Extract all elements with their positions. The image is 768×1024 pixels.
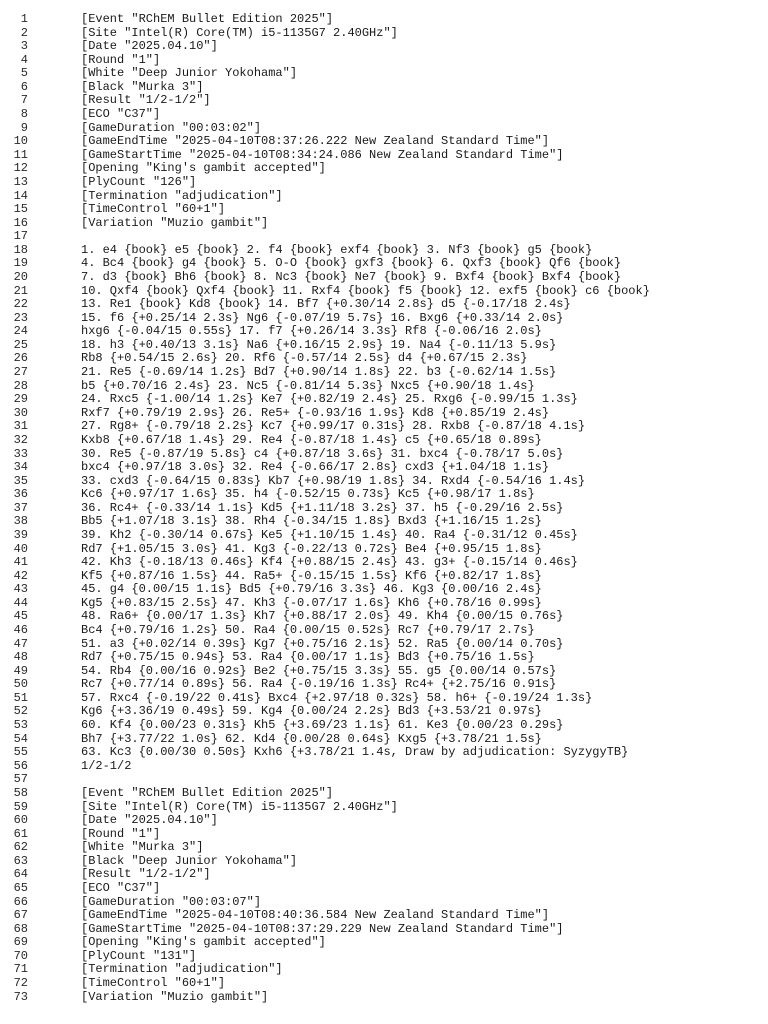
line-number: 62 — [13, 840, 28, 855]
line-number: 20 — [13, 269, 28, 284]
line-number: 33 — [13, 446, 28, 461]
line-number: 46 — [13, 623, 28, 638]
line-text: Rxf7 {+0.79/19 2.9s} 26. Re5+ {-0.93/16 1.9s} Kd8 {+0.85/19 2.4s} — [81, 405, 550, 420]
document-line — [0, 665, 768, 679]
document-line — [0, 597, 768, 611]
line-text: [Variation "Muzio gambit"] — [81, 989, 269, 1004]
document-line — [0, 475, 768, 489]
document-line — [0, 176, 768, 190]
document-line — [0, 285, 768, 299]
document-line — [0, 638, 768, 652]
line-text: 24. Rxc5 {-1.00/14 1.2s} Ke7 {+0.82/19 2.4s} 25. Rxg6 {-0.99/15 1.3s} — [81, 392, 578, 407]
line-number: 72 — [13, 976, 28, 991]
document-line — [0, 67, 768, 81]
document-line — [0, 515, 768, 529]
line-text: [Termination "adjudication"] — [81, 962, 283, 977]
document-line — [0, 814, 768, 828]
document-line — [0, 760, 768, 774]
line-text: 36. Rc4+ {-0.33/14 1.1s} Kd5 {+1.11/18 3.2s} 37. h5 {-0.29/16 2.5s} — [81, 500, 564, 515]
document-line — [0, 543, 768, 557]
line-text: 27. Rg8+ {-0.79/18 2.2s} Kc7 {+0.99/17 0.31s} 28. Rxb8 {-0.87/18 4.1s} — [81, 419, 586, 434]
line-text: [Event "RChEM Bullet Edition 2025"] — [81, 785, 334, 800]
line-text: bxc4 {+0.97/18 3.0s} 32. Re4 {-0.66/17 2.8s} cxd3 {+1.04/18 1.1s} — [81, 460, 550, 475]
line-number: 55 — [13, 745, 28, 760]
line-number: 18 — [13, 242, 28, 257]
line-number: 7 — [20, 93, 28, 108]
line-text: [PlyCount "131"] — [81, 948, 197, 963]
document-line — [0, 950, 768, 964]
line-text: [TimeControl "60+1"] — [81, 976, 226, 991]
line-number: 19 — [13, 256, 28, 271]
line-text: 7. d3 {book} Bh6 {book} 8. Nc3 {book} Ne7 {book} 9. Bxf4 {book} Bxf4 {book} — [81, 269, 622, 284]
document-line — [0, 882, 768, 896]
document-line — [0, 692, 768, 706]
line-text: Rd7 {+1.05/15 3.0s} 41. Kg3 {-0.22/13 0.72s} Be4 {+0.95/15 1.8s} — [81, 541, 542, 556]
document-line — [0, 787, 768, 801]
line-text: [Result "1/2-1/2"] — [81, 867, 211, 882]
line-number: 11 — [13, 147, 28, 162]
line-number: 41 — [13, 555, 28, 570]
document-line — [0, 407, 768, 421]
line-number: 12 — [13, 161, 28, 176]
line-text: 13. Re1 {book} Kd8 {book} 14. Bf7 {+0.30/14 2.8s} d5 {-0.17/18 2.4s} — [81, 297, 571, 312]
line-text: [GameEndTime "2025-04-10T08:37:26.222 New Zealand Standard Time"] — [81, 134, 550, 149]
line-text: [Site "Intel(R) Core(TM) i5-1135G7 2.40GHz"] — [81, 25, 398, 40]
line-text: 63. Kc3 {0.00/30 0.50s} Kxh6 {+3.78/21 1.4s, Draw by adjudication: SyzygyTB} — [81, 745, 629, 760]
line-text: 10. Qxf4 {book} Qxf4 {book} 11. Rxf4 {book} f5 {book} 12. exf5 {book} c6 {book} — [81, 283, 650, 298]
document-line — [0, 502, 768, 516]
line-text: [Event "RChEM Bullet Edition 2025"] — [81, 12, 334, 26]
line-number: 32 — [13, 432, 28, 447]
line-number: 52 — [13, 704, 28, 719]
line-text: [Black "Murka 3"] — [81, 79, 204, 94]
line-number: 28 — [13, 378, 28, 393]
line-number: 13 — [13, 174, 28, 189]
line-text: 57. Rxc4 {-0.19/22 0.41s} Bxc4 {+2.97/18 0.32s} 58. h6+ {-0.19/24 1.3s} — [81, 690, 593, 705]
line-number: 29 — [13, 392, 28, 407]
line-text: [Termination "adjudication"] — [81, 188, 283, 203]
document-line — [0, 610, 768, 624]
document-line — [0, 27, 768, 41]
line-number: 2 — [20, 25, 28, 40]
line-text: 42. Kh3 {-0.18/13 0.46s} Kf4 {+0.88/15 2.4s} 43. g3+ {-0.15/14 0.46s} — [81, 555, 578, 570]
line-text: Kg6 {+3.36/19 0.49s} 59. Kg4 {0.00/24 2.2s} Bd3 {+3.53/21 0.97s} — [81, 704, 542, 719]
document-line — [0, 963, 768, 977]
document-line — [0, 13, 768, 27]
line-number: 47 — [13, 636, 28, 651]
line-number: 44 — [13, 595, 28, 610]
line-number: 35 — [13, 473, 28, 488]
line-text: Rc7 {+0.77/14 0.89s} 56. Ra4 {-0.19/16 1.3s} Rc4+ {+2.75/16 0.91s} — [81, 677, 557, 692]
document-line — [0, 570, 768, 584]
line-text: [TimeControl "60+1"] — [81, 202, 226, 217]
line-text: 18. h3 {+0.40/13 3.1s} Na6 {+0.16/15 2.9s} 19. Na4 {-0.11/13 5.9s} — [81, 337, 557, 352]
line-number: 26 — [13, 351, 28, 366]
line-text: [Round "1"] — [81, 826, 161, 841]
line-text: 39. Kh2 {-0.30/14 0.67s} Ke5 {+1.10/15 1.4s} 40. Ra4 {-0.31/12 0.45s} — [81, 527, 578, 542]
line-text: 15. f6 {+0.25/14 2.3s} Ng6 {-0.07/19 5.7s} 16. Bxg6 {+0.33/14 2.0s} — [81, 310, 564, 325]
line-text: Rb8 {+0.54/15 2.6s} 20. Rf6 {-0.57/14 2.5s} d4 {+0.67/15 2.3s} — [81, 351, 528, 366]
document-line — [0, 841, 768, 855]
document-line — [0, 529, 768, 543]
document-line — [0, 746, 768, 760]
document-line — [0, 393, 768, 407]
line-number: 65 — [13, 881, 28, 895]
document-line — [0, 651, 768, 665]
document-line — [0, 828, 768, 842]
line-text: b5 {+0.70/16 2.4s} 23. Nc5 {-0.81/14 5.3s} Nxc5 {+0.90/18 1.4s} — [81, 378, 535, 393]
line-number: 34 — [13, 460, 28, 475]
line-text: [Opening "King's gambit accepted"] — [81, 161, 326, 176]
document-line — [0, 434, 768, 448]
document-line — [0, 855, 768, 869]
line-text: 48. Ra6+ {0.00/17 1.3s} Kh7 {+0.88/17 2.0s} 49. Kh4 {0.00/15 0.76s} — [81, 609, 564, 624]
line-text: 4. Bc4 {book} g4 {book} 5. O-O {book} gxf3 {book} 6. Qxf3 {book} Qf6 {book} — [81, 256, 622, 271]
line-text: [Result "1/2-1/2"] — [81, 93, 211, 108]
document-line — [0, 461, 768, 475]
line-text: hxg6 {-0.04/15 0.55s} 17. f7 {+0.26/14 3.3s} Rf8 {-0.06/16 2.0s} — [81, 324, 542, 339]
document-line — [0, 203, 768, 217]
line-number: 25 — [13, 337, 28, 352]
line-number: 9 — [20, 120, 28, 135]
line-number: 51 — [13, 690, 28, 705]
line-number: 56 — [13, 758, 28, 773]
document-line — [0, 773, 768, 787]
line-text: [GameEndTime "2025-04-10T08:40:36.584 New Zealand Standard Time"] — [81, 908, 550, 923]
line-text: Bb5 {+1.07/18 3.1s} 38. Rh4 {-0.34/15 1.8s} Bxd3 {+1.16/15 1.2s} — [81, 514, 542, 529]
line-number: 21 — [13, 283, 28, 298]
document-line — [0, 923, 768, 937]
line-number: 22 — [13, 297, 28, 312]
document-line — [0, 217, 768, 231]
line-number: 36 — [13, 487, 28, 502]
document-line — [0, 909, 768, 923]
line-number: 6 — [20, 79, 28, 94]
document-line — [0, 678, 768, 692]
line-number: 66 — [13, 894, 28, 909]
line-number: 16 — [13, 215, 28, 230]
document-line — [0, 135, 768, 149]
line-text: Rd7 {+0.75/15 0.94s} 53. Ra4 {0.00/17 1.1s} Bd3 {+0.75/16 1.5s} — [81, 650, 535, 665]
document-line — [0, 705, 768, 719]
document-line — [0, 868, 768, 882]
line-number: 15 — [13, 202, 28, 217]
document-line — [0, 94, 768, 108]
line-number: 54 — [13, 731, 28, 746]
document-line — [0, 936, 768, 950]
line-text: [ECO "C37"] — [81, 881, 161, 895]
document-line — [0, 298, 768, 312]
line-number: 39 — [13, 527, 28, 542]
line-text: Kc6 {+0.97/17 1.6s} 35. h4 {-0.52/15 0.73s} Kc5 {+0.98/17 1.8s} — [81, 487, 535, 502]
line-number: 49 — [13, 663, 28, 678]
document-line — [0, 122, 768, 136]
line-number: 58 — [13, 785, 28, 800]
line-text: 1. e4 {book} e5 {book} 2. f4 {book} exf4 {book} 3. Nf3 {book} g5 {book} — [81, 242, 593, 257]
document-line — [0, 325, 768, 339]
line-number: 42 — [13, 568, 28, 583]
line-number: 37 — [13, 500, 28, 515]
line-number: 10 — [13, 134, 28, 149]
line-number: 14 — [13, 188, 28, 203]
document-line — [0, 230, 768, 244]
line-text: [Round "1"] — [81, 52, 161, 67]
line-text: [Opening "King's gambit accepted"] — [81, 935, 326, 950]
line-number: 1 — [20, 12, 28, 26]
line-number: 45 — [13, 609, 28, 624]
document-line — [0, 583, 768, 597]
line-number: 67 — [13, 908, 28, 923]
document-line — [0, 991, 768, 1005]
document-line — [0, 977, 768, 991]
document-line — [0, 149, 768, 163]
document-line — [0, 896, 768, 910]
line-text: [GameStartTime "2025-04-10T08:37:29.229 New Zealand Standard Time"] — [81, 921, 564, 936]
line-number: 61 — [13, 826, 28, 841]
line-text: Bc4 {+0.79/16 1.2s} 50. Ra4 {0.00/15 0.52s} Rc7 {+0.79/17 2.7s} — [81, 623, 535, 638]
line-number: 71 — [13, 962, 28, 977]
document-line — [0, 624, 768, 638]
line-number: 31 — [13, 419, 28, 434]
line-number: 4 — [20, 52, 28, 67]
document-line — [0, 271, 768, 285]
document-line — [0, 352, 768, 366]
line-number: 70 — [13, 948, 28, 963]
line-text: 60. Kf4 {0.00/23 0.31s} Kh5 {+3.69/23 1.1s} 61. Ke3 {0.00/23 0.29s} — [81, 718, 564, 733]
line-number: 68 — [13, 921, 28, 936]
document-line — [0, 312, 768, 326]
line-text: 30. Re5 {-0.87/19 5.8s} c4 {+0.87/18 3.6s} 31. bxc4 {-0.78/17 5.0s} — [81, 446, 564, 461]
line-text: [PlyCount "126"] — [81, 174, 197, 189]
line-text: Kf5 {+0.87/16 1.5s} 44. Ra5+ {-0.15/15 1.5s} Kf6 {+0.82/17 1.8s} — [81, 568, 542, 583]
line-text: Kg5 {+0.83/15 2.5s} 47. Kh3 {-0.07/17 1.6s} Kh6 {+0.78/16 0.99s} — [81, 595, 542, 610]
document-line — [0, 339, 768, 353]
line-number: 48 — [13, 650, 28, 665]
document-line — [0, 40, 768, 54]
line-text: [GameStartTime "2025-04-10T08:34:24.086 New Zealand Standard Time"] — [81, 147, 564, 162]
line-text: 1/2-1/2 — [81, 758, 132, 773]
line-number: 38 — [13, 514, 28, 529]
document-line — [0, 162, 768, 176]
document-line — [0, 366, 768, 380]
line-number: 24 — [13, 324, 28, 339]
document-line — [0, 190, 768, 204]
pgn-text-document — [0, 13, 768, 1004]
document-line — [0, 81, 768, 95]
line-number: 50 — [13, 677, 28, 692]
line-number: 40 — [13, 541, 28, 556]
line-text: [ECO "C37"] — [81, 107, 161, 122]
line-text: Kxb8 {+0.67/18 1.4s} 29. Re4 {-0.87/18 1.4s} c5 {+0.65/18 0.89s} — [81, 432, 542, 447]
document-line — [0, 488, 768, 502]
document-line — [0, 257, 768, 271]
line-number: 23 — [13, 310, 28, 325]
document-line — [0, 108, 768, 122]
line-number: 30 — [13, 405, 28, 420]
line-text: [Date "2025.04.10"] — [81, 813, 218, 828]
document-line — [0, 719, 768, 733]
line-text: [Date "2025.04.10"] — [81, 39, 218, 54]
line-number: 64 — [13, 867, 28, 882]
line-number: 73 — [13, 989, 28, 1004]
line-text: [White "Deep Junior Yokohama"] — [81, 66, 298, 81]
line-number: 57 — [13, 772, 28, 787]
document-line — [0, 801, 768, 815]
line-number: 5 — [20, 66, 28, 81]
document-line — [0, 420, 768, 434]
line-text: [Black "Deep Junior Yokohama"] — [81, 853, 298, 868]
line-text: [White "Murka 3"] — [81, 840, 204, 855]
line-text: 51. a3 {+0.02/14 0.39s} Kg7 {+0.75/16 2.1s} 52. Ra5 {0.00/14 0.70s} — [81, 636, 564, 651]
line-number: 69 — [13, 935, 28, 950]
line-text: 45. g4 {0.00/15 1.1s} Bd5 {+0.79/16 3.3s} 46. Kg3 {0.00/16 2.4s} — [81, 582, 542, 597]
line-text: [GameDuration "00:03:07"] — [81, 894, 262, 909]
line-text: [Site "Intel(R) Core(TM) i5-1135G7 2.40GHz"] — [81, 799, 398, 814]
line-number: 3 — [20, 39, 28, 54]
document-line — [0, 380, 768, 394]
document-line — [0, 733, 768, 747]
line-number: 59 — [13, 799, 28, 814]
document-line — [0, 448, 768, 462]
line-number: 60 — [13, 813, 28, 828]
document-line — [0, 556, 768, 570]
line-text: 21. Re5 {-0.69/14 1.2s} Bd7 {+0.90/14 1.8s} 22. b3 {-0.62/14 1.5s} — [81, 365, 557, 380]
line-text: Bh7 {+3.77/22 1.0s} 62. Kd4 {0.00/28 0.64s} Kxg5 {+3.78/21 1.5s} — [81, 731, 542, 746]
document-line — [0, 244, 768, 258]
line-text: 54. Rb4 {0.00/16 0.92s} Be2 {+0.75/15 3.3s} 55. g5 {0.00/14 0.57s} — [81, 663, 557, 678]
line-text: [Variation "Muzio gambit"] — [81, 215, 269, 230]
line-number: 53 — [13, 718, 28, 733]
line-number: 17 — [13, 229, 28, 244]
line-number: 8 — [20, 107, 28, 122]
document-line — [0, 54, 768, 68]
line-text: 33. cxd3 {-0.64/15 0.83s} Kb7 {+0.98/19 1.8s} 34. Rxd4 {-0.54/16 1.4s} — [81, 473, 586, 488]
line-number: 63 — [13, 853, 28, 868]
line-text: [GameDuration "00:03:02"] — [81, 120, 262, 135]
line-number: 27 — [13, 365, 28, 380]
line-number: 43 — [13, 582, 28, 597]
